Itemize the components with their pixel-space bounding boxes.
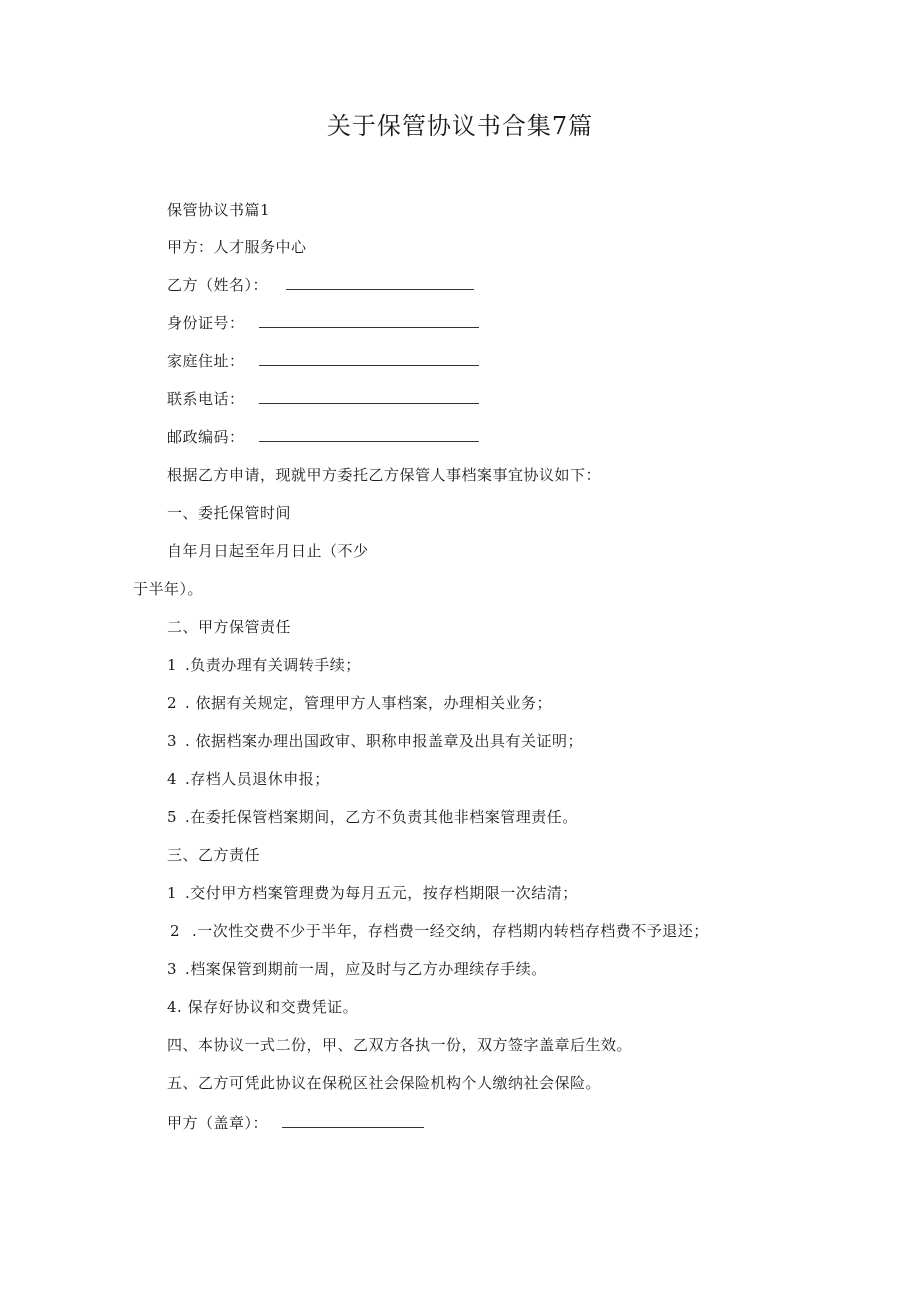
section-1-line-2: 于半年）。 xyxy=(133,580,204,598)
address-label: 家庭住址： xyxy=(167,352,245,370)
address-field xyxy=(167,350,479,371)
section-3-item: 2 .一次性交费不少于半年，存档费一经交纳，存档期内转档存档费不予退还； xyxy=(170,922,709,940)
section-2-heading: 二、甲方保管责任 xyxy=(167,618,292,636)
postcode-label: 邮政编码： xyxy=(167,428,245,446)
section-3-heading: 三、乙方责任 xyxy=(167,846,261,864)
section-3-item-4: 4. 保存好协议和交费凭证。 xyxy=(167,998,359,1016)
postcode-field xyxy=(167,426,479,447)
section-2-item: 3 . 依据档案办理出国政审、职称申报盖章及出具有关证明； xyxy=(167,732,584,750)
id-label: 身份证号： xyxy=(167,314,245,332)
phone-label: 联系电话： xyxy=(167,390,245,408)
id-field xyxy=(167,312,479,333)
section-1-line-1: 自年月日起至年月日止（不少 xyxy=(167,542,369,560)
phone-blank xyxy=(259,389,479,404)
address-blank xyxy=(259,351,479,366)
section-3-item: 1 .交付甲方档案管理费为每月五元，按存档期限一次结清； xyxy=(167,884,578,902)
intro-paragraph: 根据乙方申请，现就甲方委托乙方保管人事档案事宜协议如下： xyxy=(167,466,602,484)
section-2-item: 2 . 依据有关规定，管理甲方人事档案，办理相关业务； xyxy=(167,694,553,712)
document-title: 关于保管协议书合集7篇 xyxy=(326,112,594,140)
section-4-paragraph: 四、本协议一式二份，甲、乙双方各执一份，双方签字盖章后生效。 xyxy=(167,1036,633,1054)
id-blank xyxy=(259,313,479,328)
section-5-paragraph: 五、乙方可凭此协议在保税区社会保险机构个人缴纳社会保险。 xyxy=(167,1074,602,1092)
section-2-item: 4 .存档人员退休申报； xyxy=(167,770,330,788)
section-heading: 保管协议书篇1 xyxy=(167,201,271,219)
phone-field xyxy=(167,388,479,409)
name-blank xyxy=(286,275,474,290)
section-2-item: 5 .在委托保管档案期间，乙方不负责其他非档案管理责任。 xyxy=(167,808,578,826)
section-3-item: 3 .档案保管到期前一周，应及时与乙方办理续存手续。 xyxy=(167,960,547,978)
signature-field xyxy=(167,1112,424,1133)
party-a-line: 甲方：人才服务中心 xyxy=(167,238,307,256)
section-2-item: 1 .负责办理有关调转手续； xyxy=(167,656,361,674)
name-field xyxy=(167,274,474,295)
name-label: 乙方（姓名）： xyxy=(167,276,269,294)
signature-label: 甲方（盖章）： xyxy=(167,1114,269,1132)
section-1-heading: 一、委托保管时间 xyxy=(167,504,292,522)
signature-blank xyxy=(282,1113,424,1128)
postcode-blank xyxy=(259,427,479,442)
